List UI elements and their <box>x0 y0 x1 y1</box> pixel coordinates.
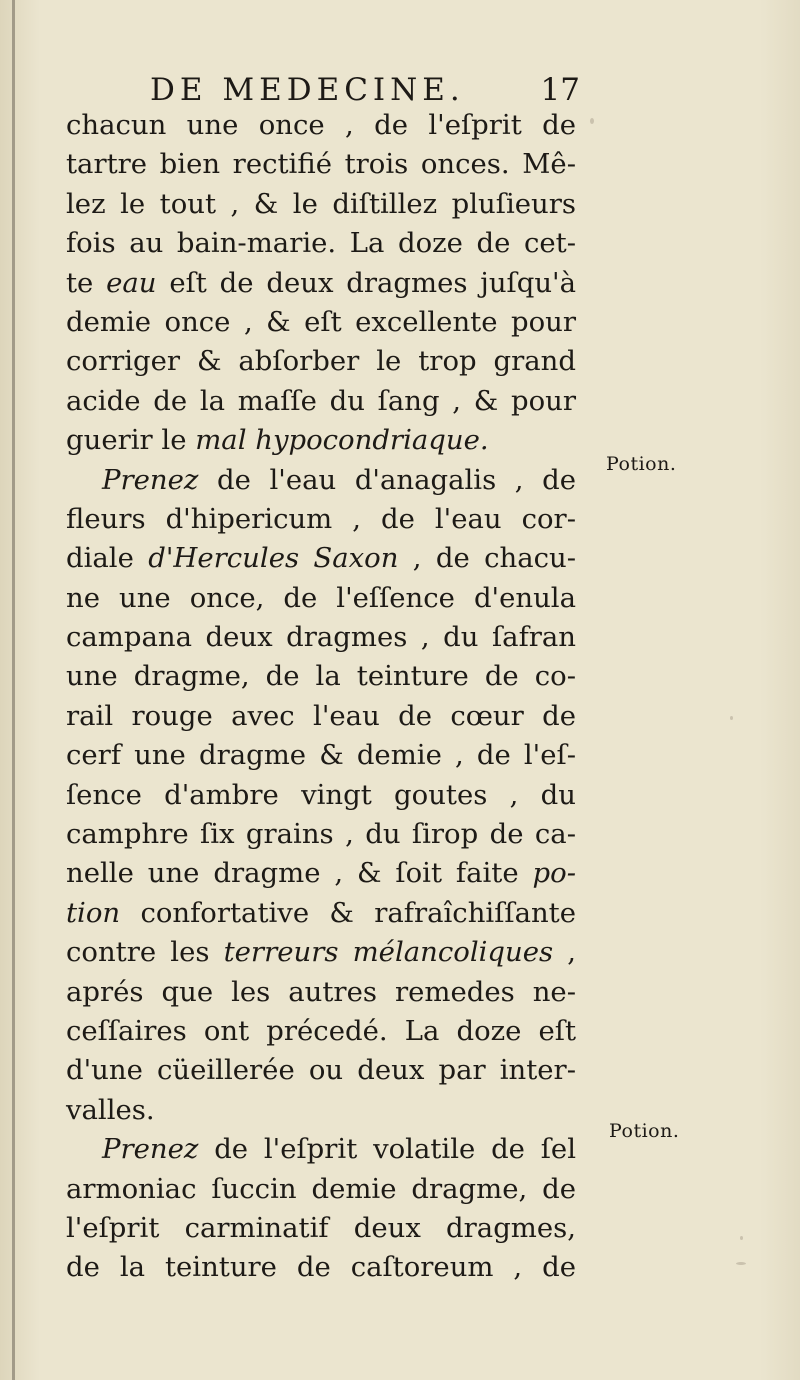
text-line: rail rouge avec l'eau de cœur de <box>66 699 576 732</box>
text-line: demie once , & eſt excellente pour <box>66 305 576 338</box>
body-text <box>66 106 576 1288</box>
text-line: aprés que les autres remedes ne- <box>66 975 576 1008</box>
text-line: l'eſprit carminatif deux dragmes, <box>66 1211 576 1244</box>
text-line: de la teinture de caſtoreum , de <box>66 1251 576 1284</box>
text-line: cerf une dragme & demie , de l'eſ- <box>66 739 576 772</box>
text-line: fois au bain-marie. La doze de cet- <box>66 227 576 260</box>
page-gutter-edge <box>12 0 15 1380</box>
text-line: une dragme, de la teinture de co- <box>66 660 576 693</box>
text-line: armoniac ſuccin demie dragme, de <box>66 1172 576 1205</box>
ink-speck <box>730 716 733 720</box>
text-line: tartre bien rectifié trois onces. Mê- <box>66 148 576 181</box>
ink-speck <box>740 1236 743 1240</box>
text-line: ne une once, de l'eſſence d'enula <box>66 581 576 614</box>
text-line: nelle une dragme , & ſoit faite po- <box>66 857 576 890</box>
text-line: acide de la maſſe du ſang , & pour <box>66 384 576 417</box>
margin-note-potion-2: Potion. <box>609 1120 680 1142</box>
text-line: Prenez de l'eſprit volatile de ſel <box>102 1133 576 1166</box>
text-line: valles. <box>66 1093 155 1126</box>
text-line: guerir le mal hypocondriaque. <box>66 424 489 457</box>
text-line: fleurs d'hipericum , de l'eau cor- <box>66 502 576 535</box>
text-line: camphre ſix grains , du ſirop de ca- <box>66 818 576 851</box>
margin-note-potion-1: Potion. <box>606 453 677 475</box>
text-line: Prenez de l'eau d'anagalis , de <box>102 463 576 496</box>
text-line: ceſſaires ont précedé. La doze eſt <box>66 1014 576 1047</box>
text-line: lez le tout , & le diſtillez pluſieurs <box>66 187 576 220</box>
page-number: 17 <box>540 72 580 108</box>
text-line: tion confortative & rafraîchiſſante <box>66 896 576 929</box>
text-line: campana deux dragmes , du ſafran <box>66 621 576 654</box>
text-line: ſence d'ambre vingt goutes , du <box>66 778 576 811</box>
text-line: d'une cüeillerée ou deux par inter- <box>66 1054 576 1087</box>
text-line: contre les terreurs mélancoliques , <box>66 936 577 969</box>
text-line: diale d'Hercules Saxon , de chacu- <box>66 542 576 575</box>
running-header <box>150 70 590 110</box>
running-title: DE MEDECINE. <box>150 72 465 108</box>
text-line: te eau eſt de deux dragmes juſqu'à <box>66 266 576 299</box>
text-line: chacun une once , de l'eſprit de <box>66 109 576 141</box>
ink-speck <box>590 118 594 124</box>
ink-speck <box>736 1262 746 1265</box>
text-line: corriger & abſorber le trop grand <box>66 345 576 378</box>
